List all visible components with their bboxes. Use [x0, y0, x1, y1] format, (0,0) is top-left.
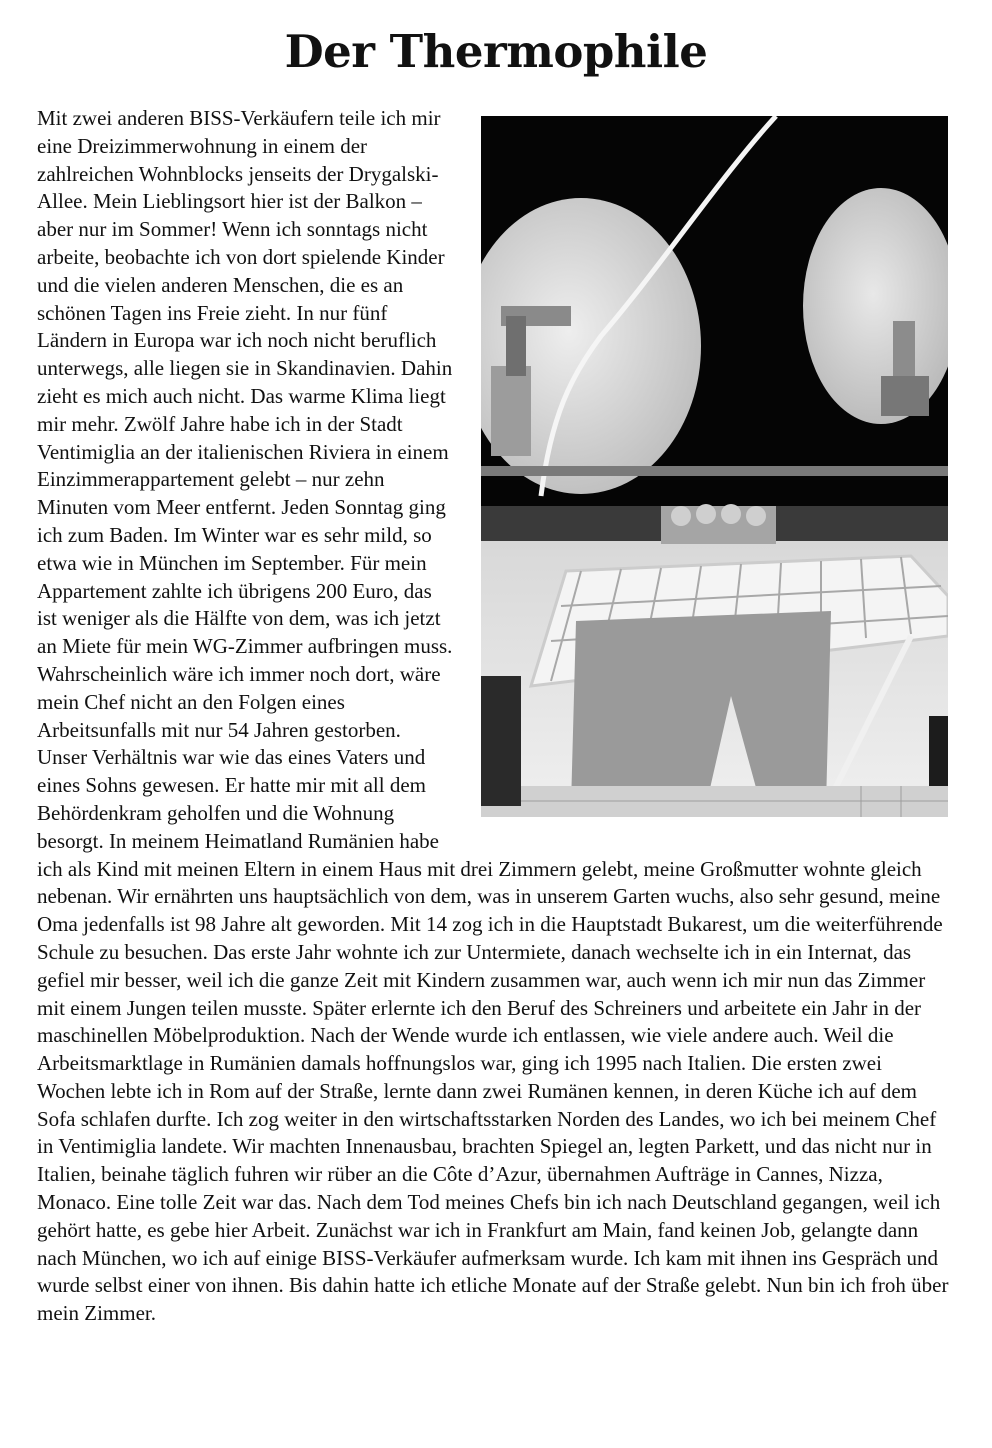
article-body	[37, 105, 955, 1448]
photo-wrap-spacer	[453, 105, 955, 833]
article-title: Der Thermophile	[284, 25, 708, 78]
article-body-text: Mit zwei anderen BISS-Verkäufern teile ich mir eine Dreizimmerwohnung in einem der zahlreichen Wohnblocks jenseits der Drygalski-Allee. Mein Lieblingsort hier ist der Balkon – aber nur im Sommer! Wenn ich sonntags nicht arbeite, beobachte ich von dort spielende Kinder und die vielen anderen Menschen, die es an schönen Tagen ins Freie zieht. In nur fünf Ländern in Europa war ich noch nicht beruflich unterwegs, alle liegen sie in Skandinavien. Dahin zieht es mich auch nicht. Das warme Klima liegt mir mehr. Zwölf Jahre habe ich in der Stadt Ventimiglia an der italienischen Riviera in einem Einzimmerappartement gelebt – nur zehn Minuten vom Meer entfernt. Jeden Sonntag ging ich zum Baden. Im Winter war es sehr mild, so etwa wie in München im September. Für mein Appartement zahlte ich übrigens 200 Euro, das ist weniger als die Hälfte von dem, was ich jetzt an Miete für mein WG-Zimmer aufbringen muss. Wahrscheinlich wäre ich immer noch dort, wäre mein Chef nicht an den Folgen eines Arbeitsunfalls mit nur 54 Jahren gestorben. Unser Verhältnis war wie das eines Vaters und eines Sohns gewesen. Er hatte mir mit all dem Behördenkram geholfen und die Wohnung besorgt. In meinem Heimatland Rumänien habe ich als Kind mit meinen Eltern in einem Haus mit drei Zimmern gelebt, meine Großmutter wohnte gleich nebenan. Wir ernährten uns hauptsächlich von dem, was in unserem Garten wuchs, also sehr gesund, meine Oma jedenfalls ist 98 Jahre alt geworden. Mit 14 zog ich in die Hauptstadt Bukarest, um die weiterführende Schule zu besuchen. Das erste Jahr wohnte ich zur Untermiete, danach wechselte ich in ein Internat, das gefiel mir besser, weil ich die ganze Zeit mit Kindern zusammen war, auch wenn ich mir nun das Zimmer mit einem Jungen teilen musste. Später erlernte ich den Beruf des Schreiners und arbeitete ein Jahr in der maschinellen Möbelproduktion. Nach der Wende wurde ich entlassen, wie viele andere auch. Weil die Arbeitsmarktlage in Rumänien damals hoffnungslos war, ging ich 1995 nach Italien. Die ersten zwei Wochen lebte ich in Rom auf der Straße, lernte dann zwei Rumänen kennen, in deren Küche ich auf dem Sofa schlafen durfte. Ich zog weiter in den wirtschaftsstarken Norden des Landes, wo ich bei meinem Chef in Ventimiglia landete. Wir machten Innenausbau, brachten Spiegel an, legten Parkett, und das nicht nur in Italien, beinahe täglich fuhren wir rüber an die Côte d’Azur, übernahmen Aufträge in Cannes, Nizza, Monaco. Eine tolle Zeit war das. Nach dem Tod meines Chefs bin ich nach Deutschland gegangen, weil ich gehört hatte, es gebe hier Arbeit. Zunächst war ich in Frankfurt am Main, fand keinen Job, gelangte dann nach München, wo ich auf einige BISS-Verkäufer aufmerksam wurde. Ich kam mit ihnen ins Gespräch und wurde selbst einer von ihnen. Bis dahin hatte ich etliche Monate auf der Straße gelebt. Nun bin ich froh über mein Zimmer.	[37, 106, 949, 1326]
